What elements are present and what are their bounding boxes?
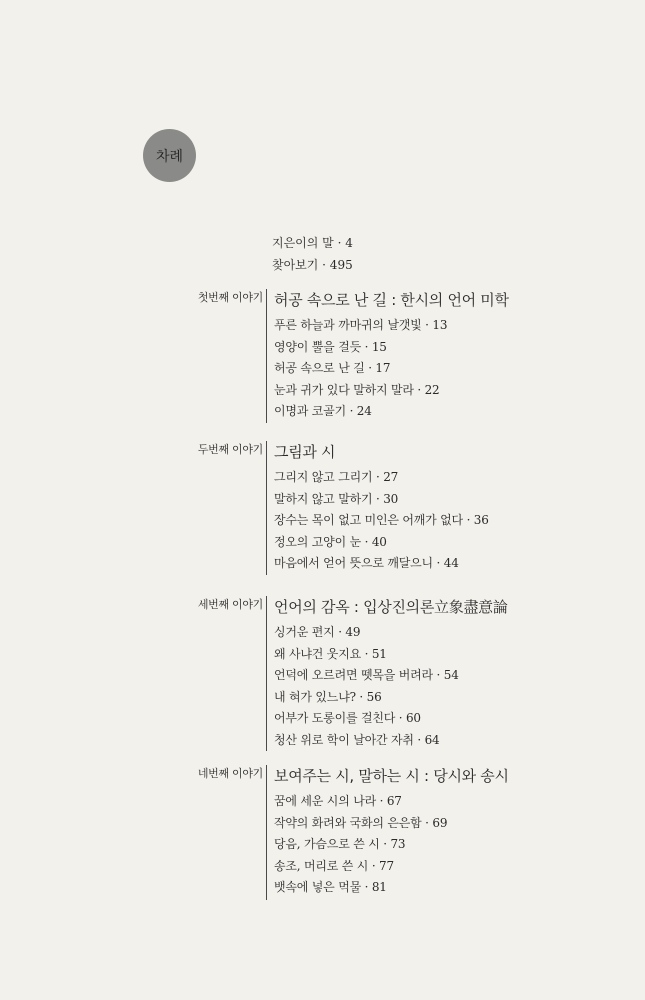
- toc-entry[interactable]: 싱거운 편지 · 49: [274, 625, 361, 639]
- chapter-label: 세번째 이야기: [197, 598, 263, 611]
- toc-entry[interactable]: 뱃속에 넣은 먹물 · 81: [274, 880, 387, 894]
- chapter-body: [274, 596, 508, 751]
- chapter-rule: [266, 441, 267, 575]
- toc-entry[interactable]: 왜 사냐건 웃지요 · 51: [274, 646, 387, 661]
- chapter-body: [274, 765, 509, 899]
- chapter-rule: [266, 289, 267, 423]
- chapter-rule: [266, 765, 267, 900]
- front-matter-item[interactable]: 지은이의 말 · 4: [272, 236, 353, 250]
- chapter-body: [274, 441, 489, 575]
- toc-entry[interactable]: 청산 위로 학이 날아간 자취 · 64: [274, 732, 440, 747]
- toc-entry[interactable]: 마음에서 얻어 뜻으로 깨달으니 · 44: [274, 556, 459, 570]
- chapter-title[interactable]: 언어의 감옥 : 입상진의론立象盡意論: [274, 598, 508, 616]
- toc-heading-badge: 차례: [143, 129, 196, 182]
- toc-entry[interactable]: 언덕에 오르려면 뗏목을 버려라 · 54: [274, 668, 459, 682]
- chapter-title[interactable]: 허공 속으로 난 길 : 한시의 언어 미학: [274, 291, 509, 309]
- toc-entry[interactable]: 그리지 않고 그리기 · 27: [274, 470, 399, 484]
- front-matter-list: [272, 232, 353, 276]
- toc-entry[interactable]: 푸른 하늘과 까마귀의 날갯빛 · 13: [274, 318, 448, 332]
- chapter-rule: [266, 596, 267, 751]
- chapter-label: 두번째 이야기: [197, 443, 263, 456]
- toc-entry[interactable]: 장수는 목이 없고 미인은 어깨가 없다 · 36: [274, 513, 489, 527]
- toc-entry[interactable]: 눈과 귀가 있다 말하지 말라 · 22: [274, 382, 440, 397]
- chapter-body: [274, 289, 509, 423]
- front-matter-item[interactable]: 찾아보기 · 495: [272, 258, 353, 272]
- toc-entry[interactable]: 말하지 않고 말하기 · 30: [274, 491, 399, 506]
- toc-entry[interactable]: 영양이 뿔을 걸듯 · 15: [274, 339, 387, 354]
- chapter-title[interactable]: 보여주는 시, 말하는 시 : 당시와 송시: [274, 767, 509, 785]
- chapter-label: 첫번째 이야기: [197, 291, 263, 304]
- toc-entry[interactable]: 송조, 머리로 쓴 시 · 77: [274, 858, 394, 873]
- chapter-label: 네번째 이야기: [197, 767, 263, 780]
- toc-entry[interactable]: 이명과 코골기 · 24: [274, 404, 372, 418]
- toc-entry[interactable]: 허공 속으로 난 길 · 17: [274, 361, 391, 375]
- toc-entry[interactable]: 정오의 고양이 눈 · 40: [274, 534, 387, 549]
- toc-entry[interactable]: 당음, 가슴으로 쓴 시 · 73: [274, 837, 406, 851]
- toc-entry[interactable]: 어부가 도롱이를 걸친다 · 60: [274, 711, 421, 725]
- chapter-title[interactable]: 그림과 시: [274, 443, 336, 461]
- toc-entry[interactable]: 작약의 화려와 국화의 은은함 · 69: [274, 815, 448, 830]
- toc-entry[interactable]: 꿈에 세운 시의 나라 · 67: [274, 794, 402, 808]
- toc-entry[interactable]: 내 혀가 있느냐? · 56: [274, 689, 382, 704]
